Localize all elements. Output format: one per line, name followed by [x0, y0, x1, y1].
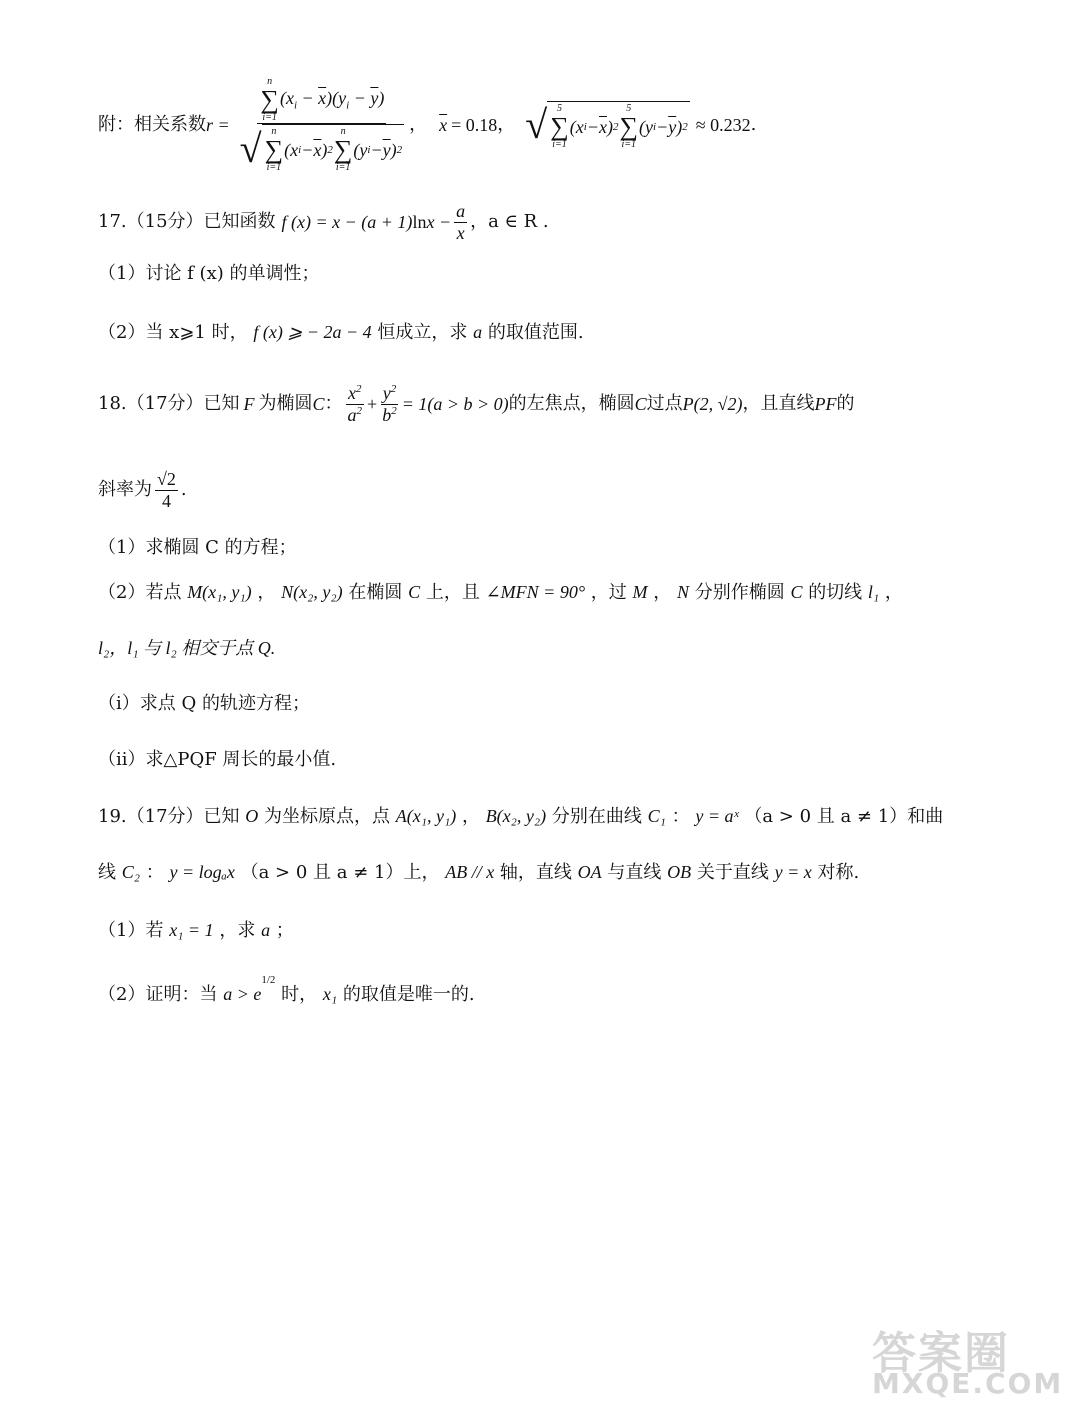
problem-18-slope: 斜率为 $\frac{√2}{4}$ . [98, 468, 187, 511]
p17-fraction: $\frac{a}{x}$ [456, 200, 466, 243]
problem-18-q2-line2 [98, 634, 1020, 663]
p18-q2-k: ， [884, 582, 903, 603]
p18-q2-N: N(x₂, y₂) [281, 582, 343, 602]
p19-q2-exp: 1/2 [261, 974, 276, 986]
p18-slope-prefix: 斜率为 [98, 479, 152, 500]
p19-q1-b: ，求 [219, 920, 256, 941]
p18-head: 18.（17分）已知 [98, 393, 240, 414]
p18-frac-y: $\frac{y^2}{b^2}$ [382, 382, 397, 425]
p19-line2-f: 关于直线 [696, 862, 769, 883]
correlation-fraction [238, 77, 406, 173]
p17-q2-c: 恒成立，求 [377, 322, 468, 343]
p18-q2-line2: l₂，l₁ 与 l₂ 相交于点 Q. [98, 638, 276, 658]
p19-t2: ， [461, 806, 480, 827]
p19-eq1: y = aˣ [695, 806, 739, 826]
p18-q2-h: N [676, 582, 689, 602]
p18-PF: PF [814, 394, 837, 414]
p19-OA: OA [577, 862, 602, 882]
p19-q2-b: 时， [281, 984, 318, 1005]
p18-t2: ： [324, 393, 343, 414]
p19-q2-c: 的取值是唯一的. [342, 984, 475, 1005]
p19-O: O [245, 806, 259, 826]
p18-q2-i: 分别作椭圆 [694, 582, 785, 603]
problem-17-q1 [98, 260, 1020, 288]
p17-function: f (x) = x − (a + 1)lnx − [281, 212, 452, 232]
p18-frac-x: $\frac{x^2}{a^2}$ [347, 382, 363, 425]
p18-F: F [243, 394, 255, 414]
p18-q2-angle: ∠MFN = 90° [485, 582, 586, 602]
problem-17-q2 [98, 318, 1020, 347]
p18-q2-f: M [632, 582, 648, 602]
p19-q2-eq: a > e [223, 984, 262, 1004]
p17-head: 17.（15分）已知函数 [98, 211, 276, 232]
p19-C2: C₂ [121, 862, 140, 882]
problem-19-q2 [98, 976, 1020, 1009]
fraction-denominator: √ n ∑ i=1 (x i − $\overline{x}$ ) 2 n ∑ i=1 (y i − $\overline{y}$ ) 2 [239, 125, 403, 173]
watermark-logo [872, 1317, 1062, 1403]
p19-q1-eq: x₁ = 1 [169, 920, 214, 940]
p18-q2-j: 的切线 [808, 582, 863, 603]
problem-18-stem: 18.（17分）已知 F 为椭圆 C ： $\frac{x^2}{a^2}$ + $\frac{y^2}{b^2}$ = 1(a > b > 0) 的左焦点，椭圆 C 过点 P(2, √2) ，且直线 PF 的 [98, 382, 855, 425]
p19-eq2: y = logₐx [169, 862, 235, 882]
p19-t4: ： [671, 806, 690, 827]
p18-t3: 的左焦点，椭圆 [508, 393, 635, 414]
p18-C2: C [634, 394, 647, 414]
p18-q2-d: 上，且 [425, 582, 480, 603]
note-sep2: ， [497, 114, 516, 135]
note-prefix: 附：相关系数 [98, 114, 206, 135]
note-end: . [750, 114, 757, 135]
p19-line2-d: 轴，直线 [499, 862, 572, 883]
p17-q2-e: 的取值范围. [487, 322, 584, 343]
p19-t5: （a > 0 且 a ≠ 1）和曲 [744, 806, 944, 827]
p19-q1-d: ； [275, 920, 294, 941]
p19-q1-c: a [261, 920, 271, 940]
watermark-en: MXQE.COM [872, 1367, 1064, 1400]
p18-P: P(2, √2) [682, 394, 743, 414]
p19-q2-a: （2）证明：当 [98, 984, 218, 1005]
problem-17-stem [98, 198, 1020, 246]
p19-q1-a: （1）若 [98, 920, 164, 941]
p18-qii: （ii）求△PQF 周长的最小值. [98, 749, 337, 770]
p18-t4: 过点 [646, 393, 683, 414]
p18-q2-e: ，过 [590, 582, 627, 603]
p19-OB: OB [667, 862, 692, 882]
p18-slope-num: √2 [157, 468, 176, 489]
problem-18-q1 [98, 534, 1020, 562]
p18-q1: （1）求椭圆 C 的方程； [98, 537, 297, 558]
problem-18-qii [98, 746, 1020, 774]
p19-head: 19.（17分）已知 [98, 806, 240, 827]
p19-line2-e: 与直线 [607, 862, 662, 883]
p18-qi: （i）求点 Q 的轨迹方程； [98, 693, 310, 714]
problem-19-stem-line2 [98, 858, 1020, 887]
p18-q2-l1: l₁ [867, 582, 880, 602]
problem-18-qi [98, 690, 1020, 718]
sqrt-sum-product: √ 5 ∑ i=1 (x i − $\overline{x}$ ) 2 5 ∑ i=1 (y i − $\overline{y}$ ) 2 [525, 102, 688, 150]
p18-q2-b: ， [257, 582, 276, 603]
problem-18-q2 [98, 578, 1020, 607]
p19-line2-a: 线 [98, 862, 116, 883]
watermark-cn: 答案圈 [872, 1328, 1010, 1379]
fraction-numerator: n ∑ i=1 $(x_i - \overline{x})(y_i - \overline{y})$ [257, 77, 386, 124]
p18-slope-den: 4 [161, 490, 171, 511]
p17-q1: （1）讨论 f (x) 的单调性； [98, 263, 320, 284]
p19-line2-b: ： [145, 862, 164, 883]
problem-19-stem [98, 802, 1020, 831]
p18-q2-g: ， [653, 582, 672, 603]
p18-cond: = 1(a > b > 0) [401, 394, 509, 414]
p17-q2-d: a [473, 322, 483, 342]
p18-q2-M: M(x₁, y₁) [187, 582, 252, 602]
p17-q2-a: （2）当 x⩾1 时， [98, 322, 248, 343]
note-sep1: ， [409, 114, 428, 135]
p19-q2-x1: x₁ [322, 984, 338, 1004]
p19-line2-c: （a > 0 且 a ≠ 1）上， [240, 862, 440, 883]
xbar-value: = 0.18 [451, 115, 498, 135]
p18-slope-fraction [155, 469, 178, 511]
p19-yx: y = x [774, 862, 812, 882]
p18-C: C [312, 394, 325, 414]
note-line [98, 70, 1020, 180]
p19-C1: C₁ [647, 806, 666, 826]
p19-AB: AB // x [445, 862, 495, 882]
p18-q2-a: （2）若点 [98, 582, 182, 603]
p19-t3: 分别在曲线 [551, 806, 642, 827]
p19-B: B(x₂, y₂) [485, 806, 547, 826]
p18-t6: 的 [836, 393, 855, 414]
p17-cond: ，a ∈ R . [470, 211, 549, 232]
p17-q2-b: f (x) ⩾ − 2a − 4 [253, 322, 372, 342]
p18-q2-C: C [408, 582, 421, 602]
p19-A: A(x₁, y₁) [395, 806, 457, 826]
p18-q2-C2: C [790, 582, 803, 602]
approx-value: ≈ 0.232 [695, 115, 751, 135]
p18-t5: ，且直线 [742, 393, 815, 414]
problem-19-q1 [98, 916, 1020, 945]
p19-t1: 为坐标原点，点 [264, 806, 390, 827]
p19-line2-g: 对称. [817, 862, 860, 883]
p18-q2-c: 在椭圆 [348, 582, 403, 603]
note-r: r = [206, 115, 230, 135]
xbar-symbol: $\overline{x}$ [439, 115, 448, 135]
p18-t1: 为椭圆 [258, 393, 313, 414]
